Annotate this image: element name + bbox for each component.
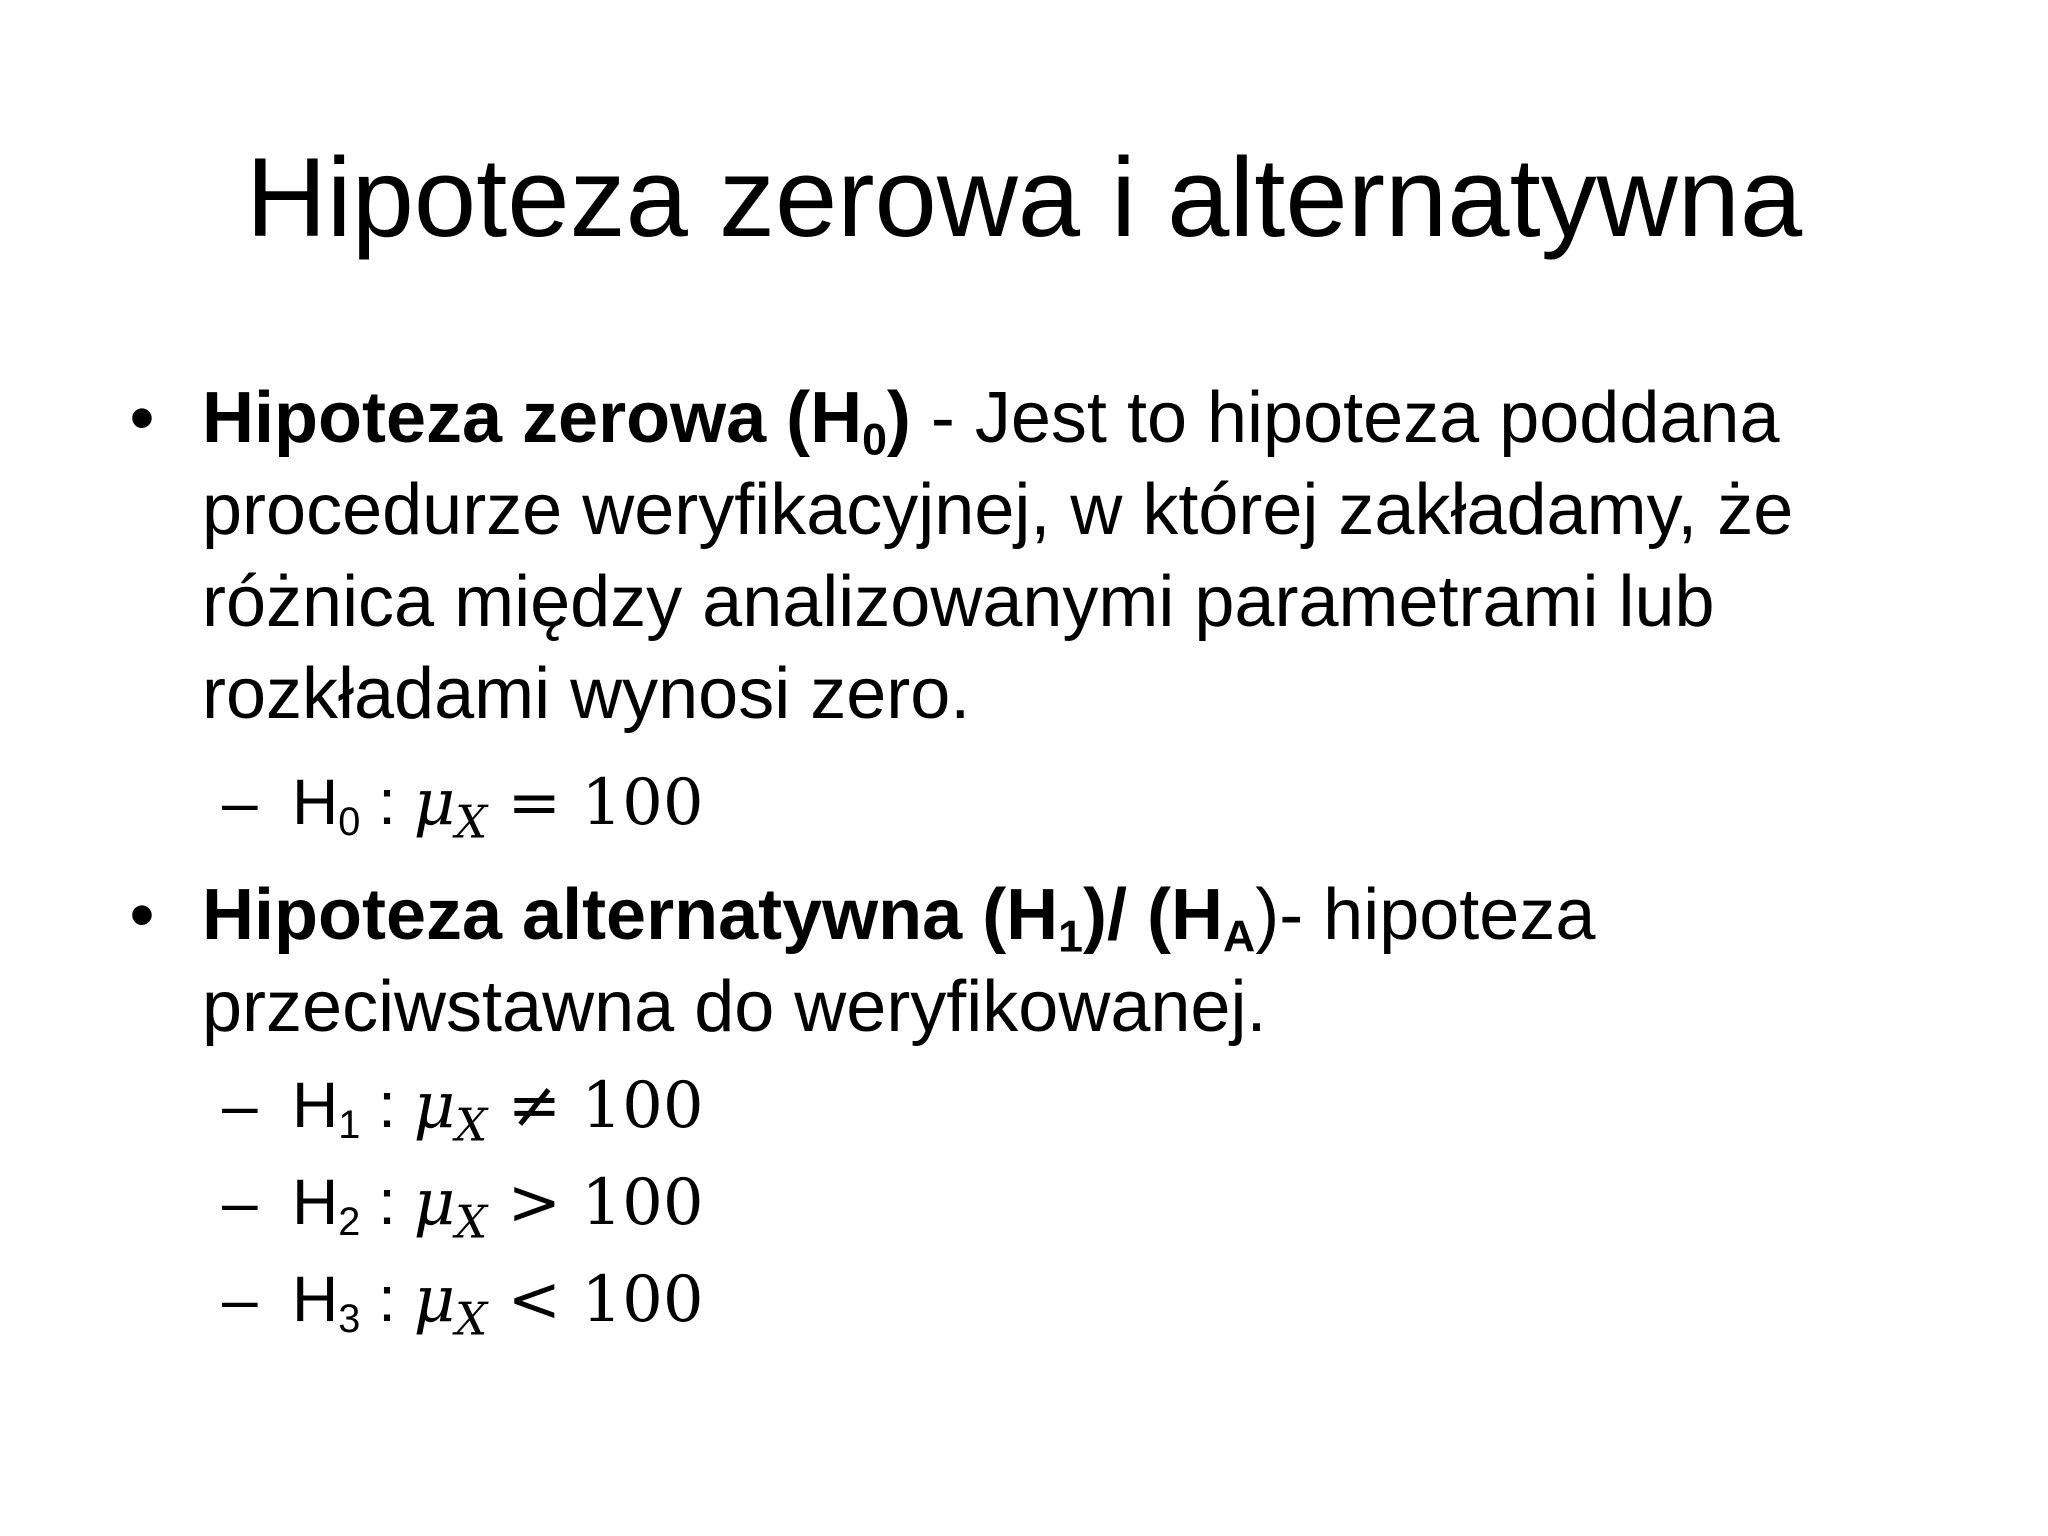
hypothesis-index: 3 xyxy=(338,1297,361,1342)
dash-icon: – xyxy=(222,1263,258,1335)
hypothesis-h2 xyxy=(222,1158,704,1247)
operator: < xyxy=(487,1263,582,1337)
operator: ≠ xyxy=(487,1069,582,1143)
term-subscript: 1 xyxy=(1058,912,1083,962)
bullet-text: - Jest to hipoteza poddana procedurze weryfikacyjnej, w której zakładamy, że różnica między analizowanymi parametrami lub rozkładami wynosi zero. xyxy=(202,378,1794,734)
dash-icon: – xyxy=(222,1166,258,1238)
mu-symbol: μ xyxy=(413,1166,456,1240)
mu-symbol: μ xyxy=(413,1263,456,1337)
bullet-icon: • xyxy=(129,378,155,458)
hypothesis-label: H xyxy=(292,1069,339,1141)
term-subscript: 0 xyxy=(862,415,887,465)
term-subscript-2: A xyxy=(1222,912,1256,962)
hypothesis-h1 xyxy=(222,1061,704,1150)
hypothesis-formula xyxy=(413,766,704,849)
bullet-icon: • xyxy=(129,875,155,955)
hypothesis-h3 xyxy=(222,1255,704,1344)
mu-subscript: X xyxy=(455,795,488,849)
slide-title: Hipoteza zerowa i alternatywna xyxy=(245,135,1803,260)
mu-symbol: μ xyxy=(413,766,456,840)
term-text: Hipoteza zerowa (H xyxy=(202,378,863,458)
operator: > xyxy=(487,1166,582,1240)
term-close: ) xyxy=(886,378,911,458)
mu-subscript: X xyxy=(455,1098,488,1152)
term-text: Hipoteza alternatywna (H xyxy=(202,875,1059,955)
mu-symbol: μ xyxy=(413,1069,456,1143)
mu-subscript: X xyxy=(455,1292,488,1346)
value: 100 xyxy=(581,766,704,840)
bullet-alternative-hypothesis xyxy=(129,869,1962,1053)
term-null-hypothesis xyxy=(202,378,911,465)
hypothesis-index: 2 xyxy=(338,1200,361,1245)
hypothesis-colon: : xyxy=(360,1263,414,1335)
hypothesis-formula xyxy=(413,1166,704,1249)
hypothesis-label: H xyxy=(292,1166,339,1238)
hypothesis-index: 1 xyxy=(338,1103,361,1148)
bullet-null-hypothesis xyxy=(129,372,1962,740)
hypothesis-label: H xyxy=(292,766,339,838)
operator: = xyxy=(487,766,582,840)
hypothesis-colon: : xyxy=(360,766,414,838)
hypothesis-label: H xyxy=(292,1263,339,1335)
bullet-text: - hipoteza przeciwstawna do weryfikowanej. xyxy=(202,875,1596,1047)
hypothesis-formula xyxy=(413,1069,704,1152)
term-alternative-hypothesis xyxy=(202,875,1256,962)
hypothesis-colon: : xyxy=(360,1069,414,1141)
value: 100 xyxy=(581,1263,704,1337)
value: 100 xyxy=(581,1069,704,1143)
hypothesis-colon: : xyxy=(360,1166,414,1238)
hypothesis-index: 0 xyxy=(338,800,361,845)
mu-subscript: X xyxy=(455,1195,488,1249)
term-middle: )/ (H xyxy=(1083,875,1223,955)
hypothesis-formula xyxy=(413,1263,704,1346)
dash-icon: – xyxy=(222,766,258,838)
term-close: ) xyxy=(1255,875,1280,955)
hypothesis-h0 xyxy=(222,758,704,847)
dash-icon: – xyxy=(222,1069,258,1141)
value: 100 xyxy=(581,1166,704,1240)
